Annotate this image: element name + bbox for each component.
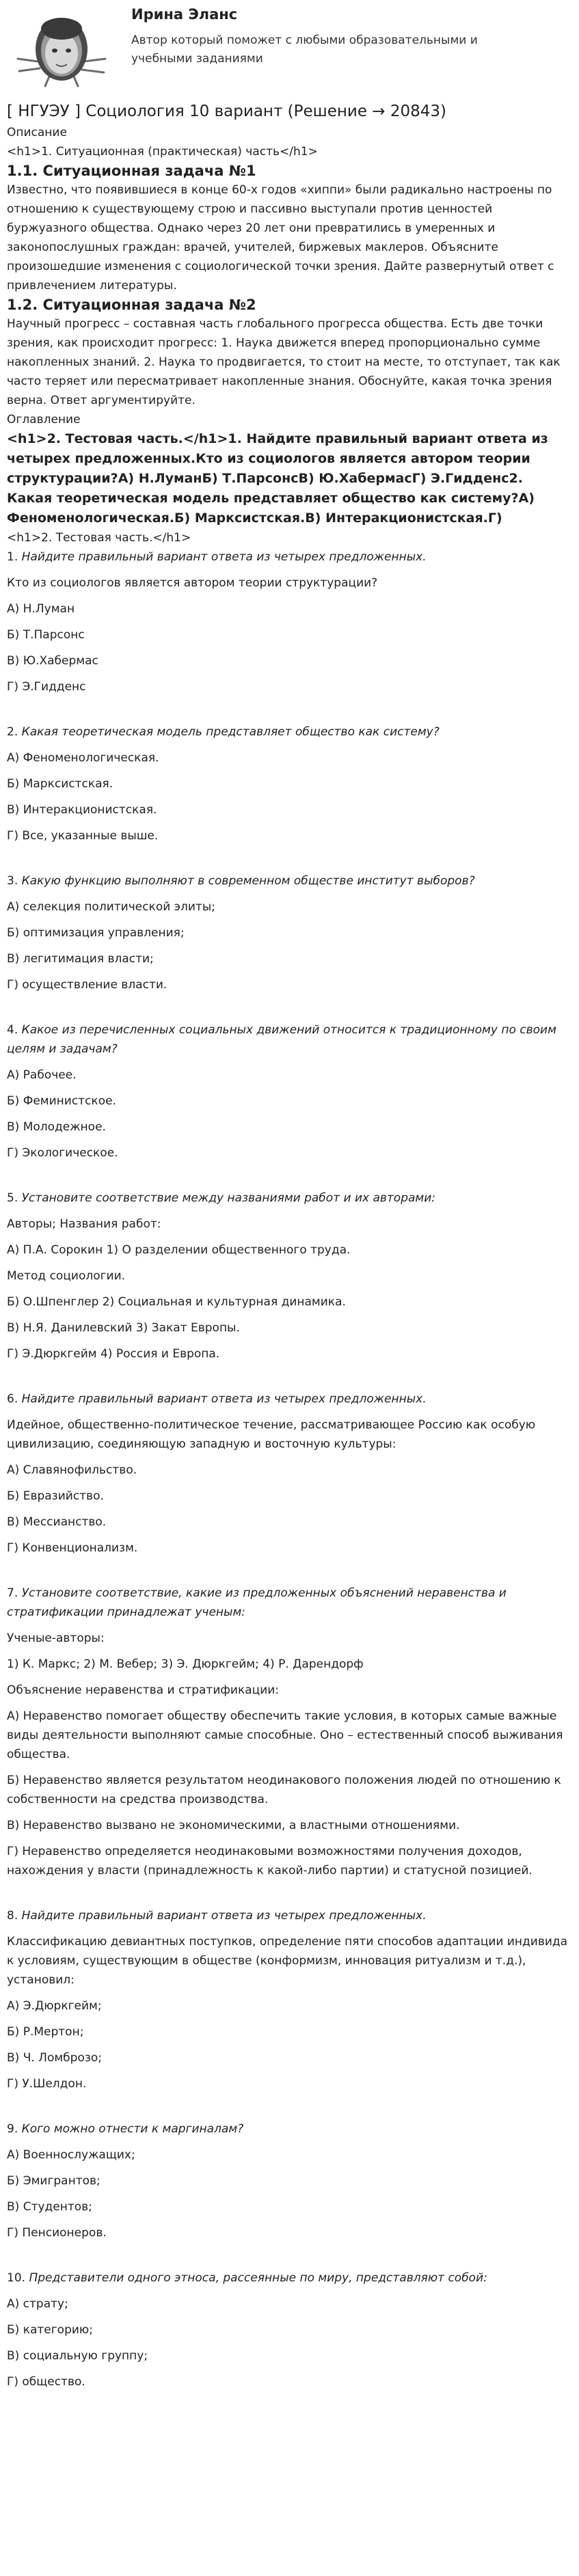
contents-summary: <h1>2. Тестовая часть.</h1>1. Найдите правильный вариант ответа из четырех предложенных.Кто из социологов является автором теории структурации?А) Н.ЛуманБ) Т.ПарсонсВ) Ю.ХабермасГ) Э.Гидденс2. Какая теоретическая модель представляет общество как систему?А) Феноменологическая.Б) Марксистская.В) Интеракционистская.Г) (7, 431, 548, 526)
question-line: Б) Р.Мертон; (7, 2025, 84, 2039)
question-number: 1. (7, 550, 22, 564)
question-line: 1) К. Маркс; 2) М. Вебер; 3) Э. Дюркгейм; 4) Р. Дарендорф (7, 1657, 364, 1671)
question-spacer (7, 1163, 572, 1189)
question-line: В) Интеракционистская. (7, 803, 157, 817)
question-3 (7, 871, 572, 1020)
question-number: 6. (7, 1392, 22, 1406)
question-line: Объяснение неравенства и стратификации: (7, 1683, 280, 1697)
question-line: Ученые-авторы: (7, 1631, 105, 1645)
question-line: Г) У.Шелдон. (7, 2077, 87, 2091)
author-card (7, 0, 572, 89)
question-number: 5. (7, 1191, 22, 1205)
document-title: [ НГУЭУ ] Социология 10 вариант (Решение → 20843) (7, 103, 447, 120)
question-line: Г) Э.Гидденс (7, 680, 86, 694)
question-line: А) Рабочее. (7, 1068, 77, 1082)
description-label: Описание (7, 126, 67, 139)
question-spacer (7, 2093, 572, 2119)
question-text: Какую функцию выполняют в современном обществе институт выборов? (21, 874, 475, 888)
question-line: Г) Конвенционализм. (7, 1541, 138, 1555)
question-prompt (7, 871, 572, 891)
task1-title: 1.1. Ситуационная задача №1 (7, 163, 256, 179)
question-text: Установите соответствие между названиями работ и их авторами: (21, 1191, 436, 1205)
question-prompt (7, 722, 572, 742)
author-name[interactable]: Ирина Эланс (131, 6, 238, 23)
question-line: Б) Т.Парсонс (7, 628, 85, 642)
question-line: В) Молодежное. (7, 1120, 106, 1134)
question-line: Г) Пенсионеров. (7, 2226, 107, 2240)
question-9 (7, 2119, 572, 2268)
question-4 (7, 1020, 572, 1189)
question-line: А) П.А. Сорокин 1) О разделении общественного труда. (7, 1243, 351, 1257)
question-number: 9. (7, 2122, 22, 2136)
question-line: А) Военнослужащих; (7, 2148, 135, 2162)
raw-heading-practical: <h1>1. Ситуационная (практическая) часть</h1> (7, 145, 318, 159)
question-line: Г) Экологическое. (7, 1146, 118, 1160)
question-spacer (7, 845, 572, 871)
question-line: В) Ч. Ломброзо; (7, 2051, 103, 2065)
question-text: Какая теоретическая модель представляет общество как систему? (21, 725, 440, 739)
question-spacer (7, 1880, 572, 1906)
question-line: Кто из социологов является автором теории структурации? (7, 576, 378, 590)
question-line: Идейное, общественно-политическое течение, рассматривающее Россию как особую цивилизацию, соединяющую западную и восточную культуры: (7, 1418, 536, 1451)
question-line: Г) общество. (7, 2375, 85, 2389)
question-spacer (7, 1558, 572, 1584)
question-text: Представители одного этноса, рассеянные по миру, представляют собой: (29, 2271, 487, 2285)
question-line: А) Феноменологическая. (7, 751, 159, 765)
question-line: В) социальную группу; (7, 2349, 148, 2363)
question-prompt (7, 547, 572, 567)
question-spacer (7, 2242, 572, 2268)
question-line: Г) Э.Дюркгейм 4) Россия и Европа. (7, 1347, 220, 1361)
question-prompt (7, 1189, 572, 1208)
question-text: Найдите правильный вариант ответа из четырех предложенных. (21, 550, 427, 564)
question-line: Б) Феминистское. (7, 1094, 116, 1108)
question-2 (7, 722, 572, 871)
question-line: Б) Эмигрантов; (7, 2174, 100, 2188)
question-spacer (7, 1364, 572, 1389)
question-line: Б) Евразийство. (7, 1489, 104, 1503)
question-7 (7, 1584, 572, 1906)
question-prompt (7, 2119, 572, 2139)
question-line: Б) оптимизация управления; (7, 926, 185, 940)
author-avatar[interactable] (14, 5, 109, 87)
question-line: А) Славянофильство. (7, 1463, 137, 1477)
question-line: Г) Неравенство определяется неодинаковыми возможностями получения доходов, нахождения у власти (принадлежность к какой-либо партии) и статусной позицией. (7, 1845, 533, 1877)
question-line: В) Ю.Хабермас (7, 654, 98, 668)
question-number: 4. (7, 1023, 22, 1037)
question-5 (7, 1189, 572, 1389)
author-description: Автор который поможет с любыми образовательными и учебными заданиями (131, 33, 478, 66)
question-line: Г) Все, указанные выше. (7, 829, 159, 843)
question-text: Какое из перечисленных социальных движений относится к традиционному по своим целям и задачам? (7, 1023, 556, 1056)
task2-title: 1.2. Ситуационная задача №2 (7, 297, 256, 313)
question-text: Найдите правильный вариант ответа из четырех предложенных. (21, 1392, 427, 1406)
question-prompt (7, 1584, 572, 1622)
question-number: 7. (7, 1586, 22, 1600)
question-prompt (7, 2268, 572, 2288)
question-text: Установите соответствие, какие из предложенных объяснений неравенства и стратификации принадлежат ученым: (7, 1586, 507, 1619)
task2-text: Научный прогресс – составная часть глобального прогресса общества. Есть две точки зрения, как происходит прогресс: 1. Наука движется вперед пропорционально сумме накопленных знаний. 2. Наука то продвигается, то стоит на месте, то отступает, так как часто теряет или пересматривает накопленные знания. Обоснуйте, какая точка зрения верна. Ответ аргументируйте. (7, 317, 561, 407)
raw-heading-test: <h1>2. Тестовая часть.</h1> (7, 531, 191, 545)
question-line: В) Неравенство вызвано не экономическими, а властными отношениями. (7, 1819, 460, 1832)
question-text: Найдите правильный вариант ответа из четырех предложенных. (21, 1909, 427, 1923)
question-line: Авторы; Названия работ: (7, 1217, 161, 1231)
task1-text: Известно, что появившиеся в конце 60-х годов «хиппи» были радикально настроены по отношению к существующему строю и пассивно выступали против ценностей буржуазного общества. Однако через 20 лет они превратились в умеренных и законопослушных граждан: врачей, учителей, биржевых маклеров. Объясните произошедшие изменения с социологической точки зрения. Дайте развернутый ответ с привлечением литературы. (7, 183, 554, 293)
question-line: В) Студентов; (7, 2200, 92, 2214)
question-number: 10. (7, 2271, 29, 2285)
question-line: А) Н.Луман (7, 602, 75, 616)
question-text: Кого можно отнести к маргиналам? (21, 2122, 244, 2136)
question-prompt (7, 1020, 572, 1059)
questions-list (7, 547, 572, 2391)
question-6 (7, 1389, 572, 1584)
question-line: А) страту; (7, 2297, 68, 2311)
question-10 (7, 2268, 572, 2391)
question-line: В) Н.Я. Данилевский 3) Закат Европы. (7, 1321, 240, 1335)
question-spacer (7, 696, 572, 722)
question-line: А) Э.Дюркгейм; (7, 1999, 102, 2013)
question-1 (7, 547, 572, 722)
question-line: А) селекция политической элиты; (7, 900, 215, 914)
question-line: Классификацию девиантных поступков, определение пяти способов адаптации индивида к условиям, существующим в обществе (конформизм, инновация ритуализм и т.д.), установил: (7, 1935, 568, 1987)
question-line: В) Мессианство. (7, 1515, 107, 1529)
question-line: В) легитимация власти; (7, 952, 154, 966)
question-line: Г) осуществление власти. (7, 978, 167, 992)
question-line: Метод социологии. (7, 1269, 126, 1283)
question-number: 8. (7, 1909, 22, 1923)
question-spacer (7, 994, 572, 1020)
question-line: Б) Неравенство является результатом неодинакового положения людей по отношению к собственности на средства производства. (7, 1774, 561, 1806)
question-line: Б) Марксистская. (7, 777, 113, 791)
question-8 (7, 1906, 572, 2119)
question-line: Б) категорию; (7, 2323, 93, 2337)
question-number: 3. (7, 874, 22, 888)
question-line: Б) О.Шпенглер 2) Социальная и культурная динамика. (7, 1295, 346, 1309)
question-number: 2. (7, 725, 22, 739)
contents-label: Оглавление (7, 413, 81, 426)
question-line: А) Неравенство помогает обществу обеспечить такие условия, в которых самые важные виды деятельности выполняют самые способные. Оно – естественный способ выживания общества. (7, 1709, 563, 1761)
question-prompt (7, 1389, 572, 1409)
question-prompt (7, 1906, 572, 1925)
